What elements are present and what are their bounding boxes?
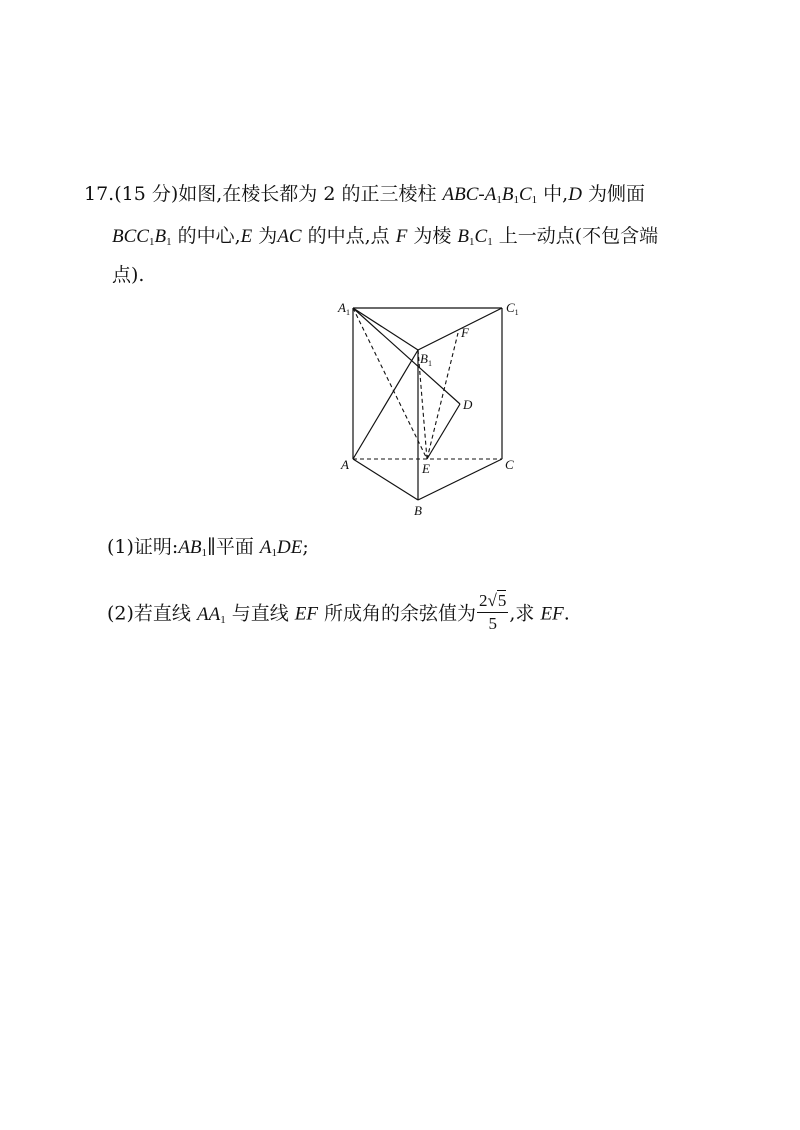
prism-diagram <box>330 295 530 525</box>
segment-ac-name: AC <box>277 226 302 247</box>
problem-text: 为棱 <box>407 225 458 247</box>
problem-points: (15 分) <box>114 183 179 205</box>
problem-text: 的中心, <box>171 225 241 247</box>
face-name: $BCC_1B_1$ <box>112 226 172 248</box>
question-1-suffix: ; <box>302 536 309 558</box>
edge-name: $B_1C_1$ <box>457 226 493 248</box>
problem-line-3 <box>112 262 144 288</box>
sqrt-sign: √ <box>487 591 497 610</box>
label-b: B <box>414 503 422 518</box>
edge-b1-c1 <box>418 308 502 350</box>
label-c1: $C_1$ <box>506 300 519 317</box>
problem-text: 如图,在棱长都为 2 的正三棱柱 <box>178 183 443 205</box>
prism-name: ABC-$A_1B_1C_1$ <box>442 184 538 206</box>
question-2-mid: 与直线 <box>225 602 295 625</box>
point-e-name: E <box>240 226 253 247</box>
problem-number: 17. <box>84 183 115 205</box>
prism-figure <box>330 295 530 525</box>
question-2-cos-text: 所成角的余弦值为 <box>318 602 477 625</box>
label-a1: $A_1$ <box>338 300 350 317</box>
question-2-ask: ,求 <box>509 602 541 625</box>
label-c: C <box>505 457 514 472</box>
problem-line-2 <box>112 223 658 255</box>
hidden-segment-a1-e <box>353 308 427 459</box>
label-a: A <box>341 457 349 472</box>
segment-ab1-name: $AB_1$ <box>178 537 208 559</box>
point-d-name: D <box>568 184 582 205</box>
label-d: D <box>463 397 473 412</box>
question-2-prefix: (2)若直线 <box>107 602 197 625</box>
problem-text: 的中点,点 <box>301 225 396 247</box>
edge-b-c <box>418 459 502 500</box>
line-aa1-name: $AA_1$ <box>196 603 226 626</box>
cosine-fraction <box>477 591 508 634</box>
question-1-prefix: (1)证明: <box>107 536 179 558</box>
edge-a-b <box>353 459 418 500</box>
label-b1: $B_1$ <box>420 351 432 368</box>
problem-text: 上一动点(不包含端 <box>492 225 659 247</box>
label-f: F <box>461 325 469 340</box>
line-ef-name: EF <box>294 603 318 625</box>
label-e: E <box>422 461 430 476</box>
problem-text: 为侧面 <box>581 183 646 205</box>
question-2 <box>107 593 570 636</box>
fraction-denominator: 5 <box>488 614 497 633</box>
problem-text: 中, <box>537 183 569 205</box>
segment-a-b1 <box>353 350 418 459</box>
problem-line-1 <box>84 181 645 213</box>
problem-text: 为 <box>252 225 278 247</box>
problem-text: 点). <box>112 264 145 286</box>
point-f-name: F <box>395 226 408 247</box>
question-1-parallel: ∥平面 <box>207 536 260 558</box>
segment-ef-name: EF <box>540 603 564 625</box>
hidden-segment-e-f <box>427 333 458 459</box>
question-1 <box>107 534 309 566</box>
segment-e-d <box>427 404 460 459</box>
plane-a1de-name: $A_1DE$ <box>259 537 303 559</box>
question-2-end: . <box>563 602 570 625</box>
fraction-numerator: 2√5 <box>477 591 508 613</box>
